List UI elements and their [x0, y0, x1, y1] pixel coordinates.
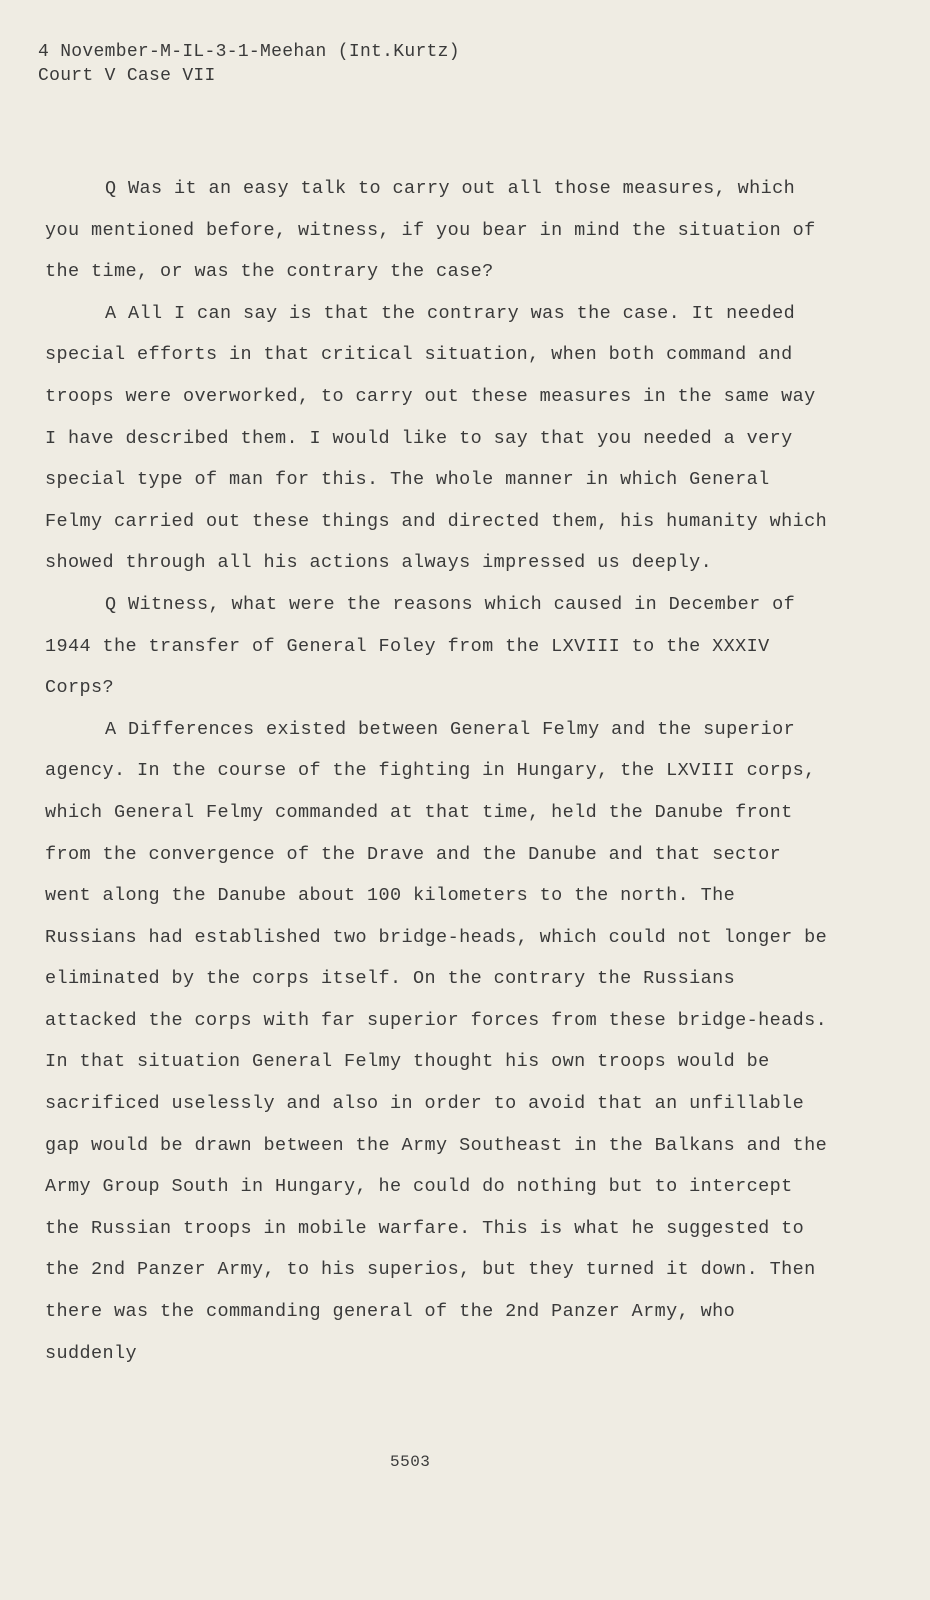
question-paragraph-2: Q Witness, what were the reasons which caused in December of 1944 the transfer of General Foley from the LXVIII to the XXXIV Corps?	[45, 593, 796, 699]
answer-paragraph-1: A All I can say is that the contrary was the case. It needed special efforts in that critical situation, when both command and troops were overworked, to carry out these measures in the same way I have described them. I would like to say that you needed a very special type of man for this. The whole manner in which General Felmy carried out these things and directed them, his humanity which showed through all his actions always impressed us deeply.	[45, 302, 828, 574]
answer-paragraph-2: A Differences existed between General Felmy and the superior agency. In the course of the fighting in Hungary, the LXVIII corps, which General Felmy commanded at that time, held the Danube front from the convergence of the Drave and the Danube and that sector went along the Danube about 100 kilometers to the north. The Russians had established two bridge-heads, which could not longer be eliminated by the corps itself. On the contrary the Russians attacked the corps with far superior forces from these bridge-heads. In that situation General Felmy thought his own troops would be sacrificed uselessly and also in order to avoid that an unfillable gap would be drawn between the Army Southeast in the Balkans and the Army Group South in Hungary, he could do nothing but to intercept the Russian troops in mobile warfare. This is what he suggested to the 2nd Panzer Army, to his superios, but they turned it down. Then there was the commanding general of the 2nd Panzer Army, who suddenly	[45, 718, 828, 1364]
header-session-line: 4 November-M-IL-3-1-Meehan (Int.Kurtz)	[38, 42, 460, 62]
question-paragraph-1: Q Was it an easy talk to carry out all those measures, which you mentioned before, witness, if you bear in mind the situation of the time, or was the contrary the case?	[45, 178, 816, 283]
page-number: 5503	[390, 1453, 431, 1471]
header-court-case-line: Court V Case VII	[38, 66, 216, 86]
transcript-body	[45, 168, 835, 1374]
document-header	[38, 40, 460, 88]
